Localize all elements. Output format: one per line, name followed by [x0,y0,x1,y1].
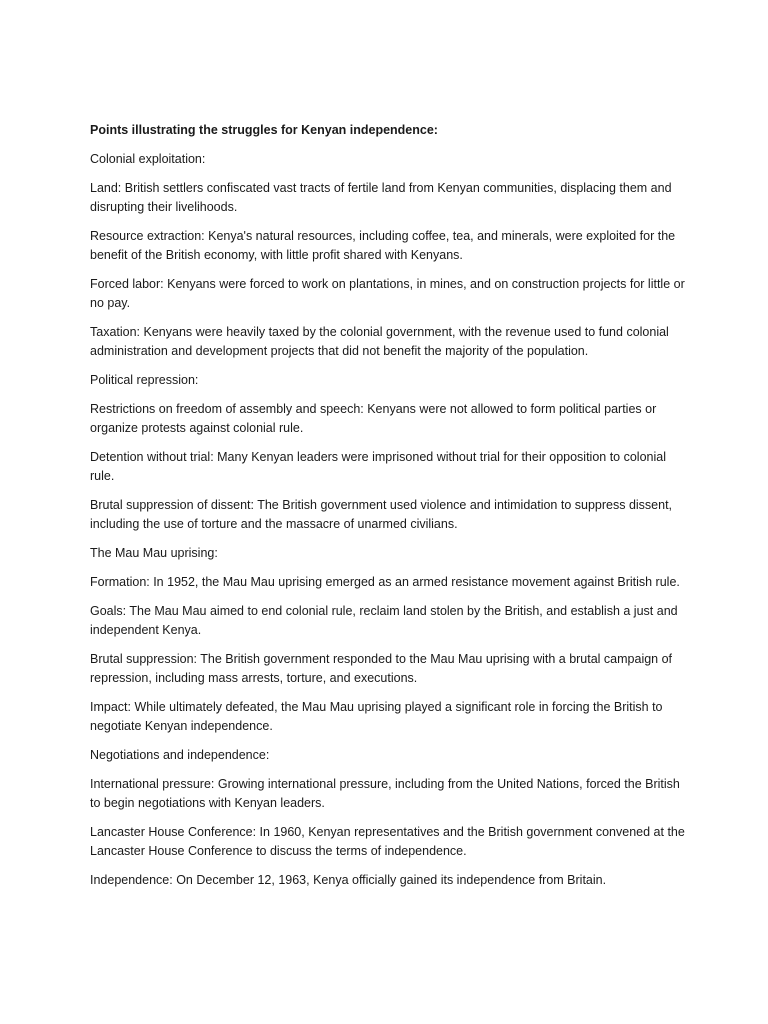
paragraph-formation: Formation: In 1952, the Mau Mau uprising emerged as an armed resistance movement against British rule. [90,575,680,589]
paragraph-detention: Detention without trial: Many Kenyan leaders were imprisoned without trial for their opposition to colonial rule. [90,450,666,483]
paragraph-restrictions: Restrictions on freedom of assembly and speech: Kenyans were not allowed to form political parties or organize protests against colonial rule. [90,402,657,435]
section-heading-negotiations: Negotiations and independence: [90,748,270,762]
paragraph-international-pressure: International pressure: Growing international pressure, including from the United Nations, forced the British to begin negotiations with Kenyan leaders. [90,777,680,810]
section-heading-colonial-exploitation: Colonial exploitation: [90,152,206,166]
paragraph-impact: Impact: While ultimately defeated, the Mau Mau uprising played a significant role in forcing the British to negotiate Kenyan independence. [90,700,663,733]
paragraph-resource-extraction: Resource extraction: Kenya's natural resources, including coffee, tea, and minerals, were exploited for the benefit of the British economy, with little profit shared with Kenyans. [90,229,676,262]
paragraph-taxation: Taxation: Kenyans were heavily taxed by the colonial government, with the revenue used to fund colonial administration and development projects that did not benefit the majority of the population. [90,325,669,358]
document-page [90,121,690,900]
paragraph-forced-labor: Forced labor: Kenyans were forced to work on plantations, in mines, and on construction projects for little or no pay. [90,277,685,310]
section-heading-political-repression: Political repression: [90,373,199,387]
paragraph-brutal-suppression: Brutal suppression: The British government responded to the Mau Mau uprising with a brutal campaign of repression, including mass arrests, torture, and executions. [90,652,673,685]
paragraph-land: Land: British settlers confiscated vast tracts of fertile land from Kenyan communities, displacing them and disrupting their livelihoods. [90,181,672,214]
section-heading-mau-mau: The Mau Mau uprising: [90,546,218,560]
paragraph-independence: Independence: On December 12, 1963, Kenya officially gained its independence from Britain. [90,873,607,887]
paragraph-suppression-of-dissent: Brutal suppression of dissent: The British government used violence and intimidation to suppress dissent, including the use of torture and the massacre of unarmed civilians. [90,498,673,531]
document-title: Points illustrating the struggles for Kenyan independence: [90,123,438,137]
paragraph-lancaster-house: Lancaster House Conference: In 1960, Kenyan representatives and the British government convened at the Lancaster House Conference to discuss the terms of independence. [90,825,685,858]
paragraph-goals: Goals: The Mau Mau aimed to end colonial rule, reclaim land stolen by the British, and establish a just and independent Kenya. [90,604,678,637]
